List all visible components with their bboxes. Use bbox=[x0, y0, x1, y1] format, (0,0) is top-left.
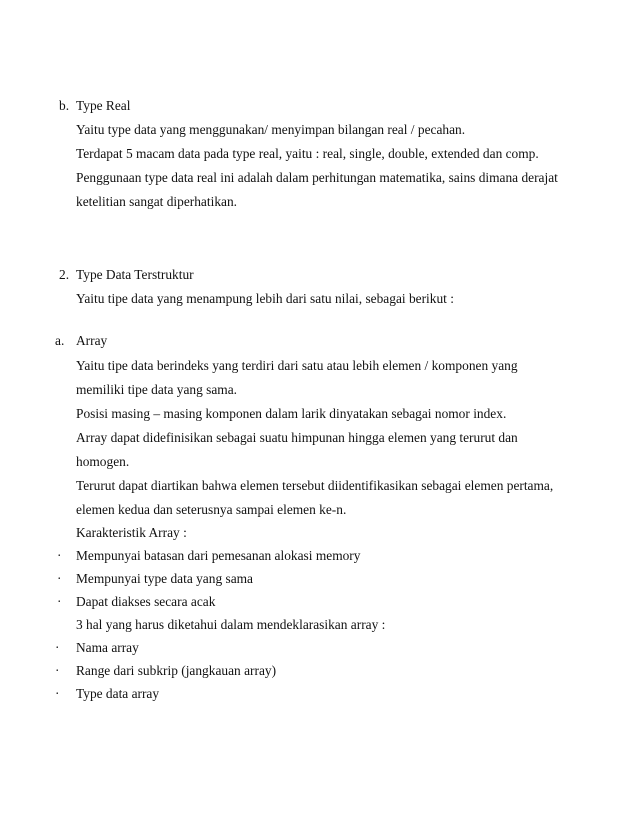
bullet-dot: · bbox=[55, 686, 60, 701]
bullet-dot: · bbox=[57, 594, 62, 609]
characteristic-item: Dapat diakses secara acak bbox=[76, 594, 216, 609]
characteristic-item: Mempunyai type data yang sama bbox=[76, 571, 254, 586]
section-a-line: elemen kedua dan seterusnya sampai elemen ke-n. bbox=[76, 502, 347, 517]
bullet-dot: · bbox=[57, 548, 62, 563]
section-a-line: memiliki tipe data yang sama. bbox=[76, 382, 238, 397]
section-a-heading: Array bbox=[76, 333, 108, 348]
declaration-item: Nama array bbox=[76, 640, 139, 655]
section-b-line: Yaitu type data yang menggunakan/ menyimpan bilangan real / pecahan. bbox=[76, 122, 466, 137]
bullet-dot: · bbox=[55, 663, 60, 678]
section-2-line: Yaitu tipe data yang menampung lebih dari satu nilai, sebagai berikut : bbox=[76, 291, 454, 306]
section-b-line: ketelitian sangat diperhatikan. bbox=[76, 194, 238, 209]
section-a-marker: a. bbox=[55, 333, 65, 348]
section-2-marker: 2. bbox=[59, 267, 70, 282]
section-b-marker: b. bbox=[59, 98, 70, 113]
bullet-dot: · bbox=[57, 571, 62, 586]
section-b-line: Penggunaan type data real ini adalah dalam perhitungan matematika, sains dimana derajat bbox=[76, 170, 558, 185]
characteristic-item: Mempunyai batasan dari pemesanan alokasi memory bbox=[76, 548, 361, 563]
section-b-line: Terdapat 5 macam data pada type real, yaitu : real, single, double, extended dan comp. bbox=[76, 146, 539, 161]
section-2-heading: Type Data Terstruktur bbox=[76, 267, 194, 282]
declaration-item: Type data array bbox=[76, 686, 160, 701]
declaration-intro: 3 hal yang harus diketahui dalam mendeklarasikan array : bbox=[76, 617, 386, 632]
section-a-line: Posisi masing – masing komponen dalam larik dinyatakan sebagai nomor index. bbox=[76, 406, 507, 421]
section-a-line: homogen. bbox=[76, 454, 130, 469]
section-b-heading: Type Real bbox=[76, 98, 131, 113]
section-a-line: Yaitu tipe data berindeks yang terdiri dari satu atau lebih elemen / komponen yang bbox=[76, 358, 518, 373]
section-a-line: Karakteristik Array : bbox=[76, 525, 187, 540]
section-a-line: Array dapat didefinisikan sebagai suatu himpunan hingga elemen yang terurut dan bbox=[76, 430, 518, 445]
section-a-line: Terurut dapat diartikan bahwa elemen tersebut diidentifikasikan sebagai elemen pertama, bbox=[76, 478, 554, 493]
declaration-item: Range dari subkrip (jangkauan array) bbox=[76, 663, 277, 678]
bullet-dot: · bbox=[55, 640, 60, 655]
